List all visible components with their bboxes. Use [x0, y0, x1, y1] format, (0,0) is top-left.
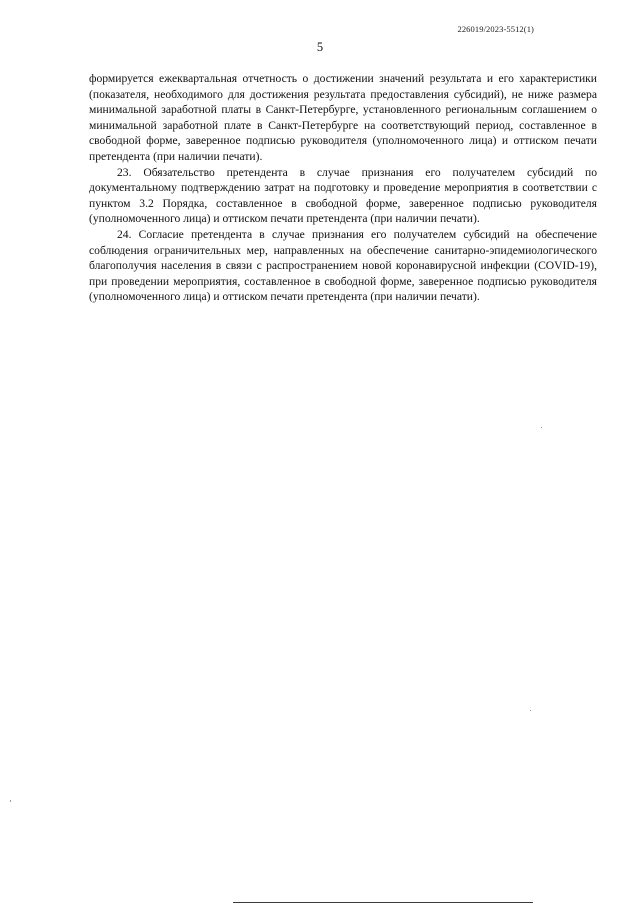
scan-speck [10, 800, 11, 802]
document-registration-number: 226019/2023-5512(1) [457, 24, 534, 34]
scan-speck [541, 427, 542, 428]
paragraph-continuation: формируется ежеквартальная отчетность о достижении значений результата и его характеристики (показателя, необходимого для достижения результата предоставления субсидий), не ниже размера минимальной заработной платы в Санкт-Петербурге, установленного региональным соглашением о минимальной заработной плате в Санкт-Петербурге на соответствующий период, составленное в свободной форме, заверенное подписью руководителя (уполномоченного лица) и оттиском печати претендента (при наличии печати). [89, 72, 597, 163]
paragraph-item-23: 23. Обязательство претендента в случае признания его получателем субсидий по документальному подтверждению затрат на подготовку и проведение мероприятия в соответствии с пунктом 3.2 Порядка, составленное в свободной форме, заверенное подписью руководителя (уполномоченного лица) и оттиском печати претендента (при наличии печати). [89, 165, 597, 226]
page-number: 5 [316, 40, 324, 54]
document-body [89, 71, 597, 305]
paragraph-item-24: 24. Согласие претендента в случае признания его получателем субсидий на обеспечение соблюдения ограничительных мер, направленных на обеспечение санитарно-эпидемиологического благополучия населения в связи с распространением новой коронавирусной инфекции (COVID-19), при проведении мероприятия, составленное в свободной форме, заверенное подписью руководителя (уполномоченного лица) и оттиском печати претендента (при наличии печати). [89, 227, 597, 304]
scan-edge-line [233, 902, 533, 903]
scan-speck [530, 710, 531, 711]
